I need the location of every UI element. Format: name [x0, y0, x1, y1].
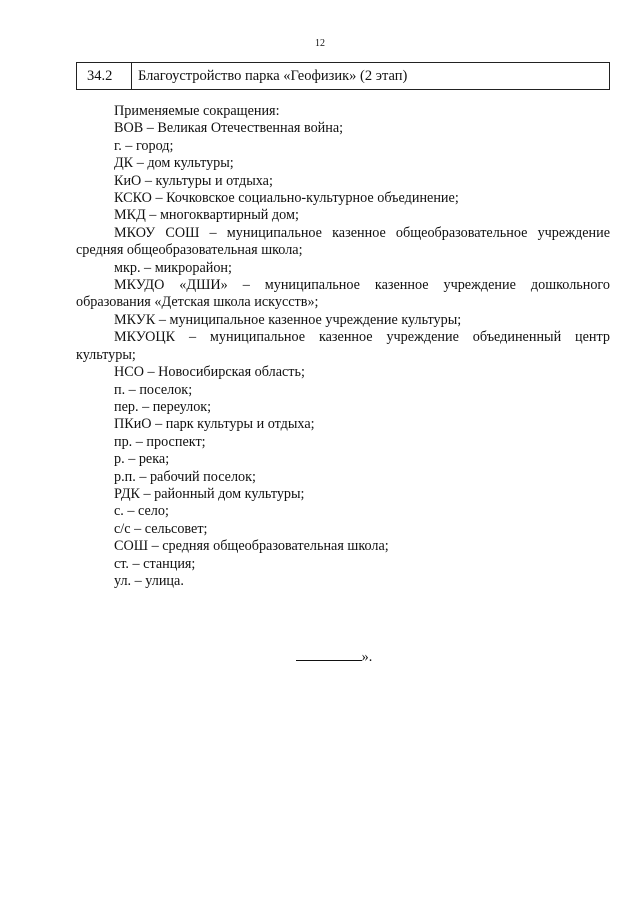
list-item: пер. – переулок;	[114, 398, 212, 415]
list-item: ВОВ – Великая Отечественная война;	[114, 120, 344, 137]
list-item: МКУК – муниципальное казенное учреждение культуры;	[114, 311, 462, 328]
list-item: ст. – станция;	[114, 555, 196, 572]
list-item: пр. – проспект;	[114, 433, 206, 450]
abbreviations-heading: Применяемые сокращения:	[114, 103, 280, 119]
row-text: Благоустройство парка «Геофизик» (2 этап)	[132, 63, 610, 90]
list-item: ПКиО – парк культуры и отдыха;	[114, 416, 315, 433]
abbreviations-list	[76, 120, 610, 590]
list-item: МКД – многоквартирный дом;	[114, 207, 299, 224]
list-item: КиО – культуры и отдыха;	[114, 172, 273, 189]
list-item: ДК – дом культуры;	[114, 155, 234, 172]
list-item: с. – село;	[114, 503, 169, 520]
list-item: РДК – районный дом культуры;	[114, 485, 305, 502]
list-item: МКОУ СОШ – муниципальное казенное общеобразовательное учреждение	[114, 224, 610, 241]
abbreviations-section	[76, 103, 610, 590]
row-number: 34.2	[77, 63, 132, 90]
list-item: п. – поселок;	[114, 381, 193, 398]
signature-blank-line	[296, 648, 362, 661]
list-item: МКУОЦК – муниципальное казенное учреждение объединенный центр	[114, 329, 610, 346]
list-item: СОШ – средняя общеобразовательная школа;	[114, 538, 389, 555]
list-item: р. – река;	[114, 451, 170, 468]
list-item: г. – город;	[114, 137, 174, 154]
list-item: НСО – Новосибирская область;	[114, 364, 305, 381]
page-number: 12	[315, 38, 325, 49]
list-item-continuation: образования «Детская школа искусств»;	[76, 294, 319, 311]
list-item: ул. – улица.	[114, 572, 184, 589]
list-item: с/с – сельсовет;	[114, 520, 208, 537]
closing-line	[0, 648, 640, 666]
list-item-continuation: средняя общеобразовательная школа;	[76, 242, 303, 259]
list-item: МКУДО «ДШИ» – муниципальное казенное учреждение дошкольного	[114, 277, 610, 294]
list-item-continuation: культуры;	[76, 346, 136, 363]
table-row	[76, 62, 610, 90]
list-item: р.п. – рабочий поселок;	[114, 468, 256, 485]
list-item: КСКО – Кочковское социально-культурное объединение;	[114, 190, 459, 207]
closing-mark: ».	[361, 649, 373, 665]
list-item: мкр. – микрорайон;	[114, 259, 232, 276]
